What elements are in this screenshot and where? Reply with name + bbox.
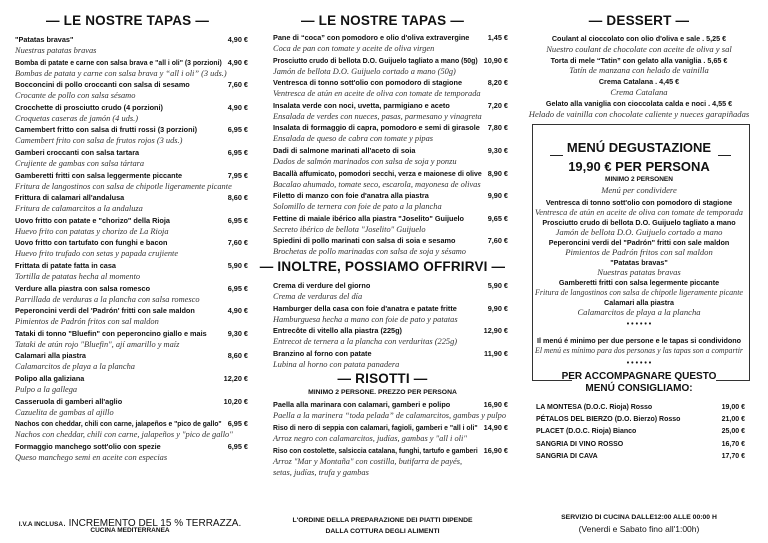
item-price: 7,20 € (487, 100, 508, 110)
item-description: Nachos con cheddar, chili con carne, jalapeños y "pico de gallo" (15, 430, 233, 440)
item-price: 8,60 € (227, 351, 248, 361)
dessert-name: Gelato alla vaniglia con cioccolata calda e noci . 4,55 € (545, 99, 733, 109)
item-price: 8,90 € (487, 168, 508, 178)
item-price: 9,30 € (487, 146, 508, 155)
item-description: Crujiente de gambas con salsa tártara (15, 159, 145, 168)
dash-right (718, 155, 731, 156)
menu-item (273, 326, 508, 349)
item-description: Huevo frito trufado con setas y papada crujiente (15, 249, 179, 259)
menu-item (15, 419, 248, 442)
menu-item (15, 148, 248, 171)
item-price: 7,60 € (227, 80, 248, 90)
item-description: Calamarcitos de playa a la plancha (15, 362, 135, 372)
tasting-item-name: Gamberetti fritti con salsa legermente piccante (558, 278, 720, 287)
item-name: Uovo fritto con patate e "chorizo" della Rioja (15, 215, 170, 225)
tasting-item-description: Pimientos de Padrón fritos con sal maldon (565, 247, 713, 257)
dessert-name: Coulant al cioccolato con olio d'oliva e sale . 5,25 € (551, 34, 727, 43)
item-price: 10,20 € (223, 396, 248, 406)
tasting-item-name: Peperoncini verdi del "Padrón" fritti con sale maldon (548, 238, 730, 247)
item-price: 8,20 € (487, 78, 508, 88)
item-description: Fritura de calamarcitos a la andaluza (15, 204, 143, 214)
menu-item (273, 349, 508, 372)
menu-item (15, 103, 248, 126)
item-name: Tataki di tonno "Bluefin" con peperoncino giallo e mais (15, 328, 207, 338)
item-name: Casseruola di gamberi all'aglio (15, 396, 123, 406)
menu-item (15, 171, 248, 194)
wine-row (536, 403, 745, 415)
dessert-description: Nuestro coulant de chocolate con aceite de oliva y sal (546, 43, 732, 54)
item-description: Paella a la marinera “toda pelada” de calamarcitos, gambas y pulpo (273, 411, 507, 420)
menu-item (15, 284, 248, 307)
item-name: Spiedini di pollo marinati con salsa di soia e sesamo (273, 236, 456, 246)
item-name: Peperoncini verdi del 'Padrón' fritti con sale maldon (15, 306, 195, 316)
item-description: Secreto ibérico de bellota "Joselito" Guijuelo (273, 224, 426, 234)
item-name: Camembert fritto con salsa di frutti rossi (3 porzioni) (15, 125, 198, 135)
item-description: Crema de verduras del día (273, 292, 363, 301)
menu-item (273, 304, 508, 327)
terrace-increment: . INCREMENTO DEL 15 % TERRAZZA. (63, 518, 242, 529)
item-description: Arroz "Mar y Montaña" con costilla, butifarra de payés, (273, 457, 463, 466)
wine-row (536, 452, 745, 464)
vat-included: I.V.A INCLUSA (18, 521, 64, 528)
item-description: Parrillada de verduras a la plancha con salsa romesco (15, 294, 200, 304)
item-description: Nuestras patatas bravas (15, 46, 97, 55)
item-name: Crocchette di prosciutto crudo (4 porzioni) (15, 102, 163, 112)
item-price: 6,95 € (227, 441, 248, 451)
menu-item (15, 329, 248, 352)
item-price: 8,60 € (227, 193, 248, 203)
item-name: Insalata verde con noci, uvetta, parmigiano e aceto (273, 100, 450, 110)
tasting-note: Il menú é minimo per due persone e le tapas si condividono (536, 336, 742, 345)
item-name: Dadi di salmone marinati all'aceto di soia (273, 146, 416, 155)
menu-item (15, 58, 248, 81)
tasting-item-name: Ventresca di tonno sott'olio con pomodoro di stagione (545, 198, 733, 207)
item-description: Cazuelita de gambas al ajillo (15, 407, 114, 417)
menu-item (15, 35, 248, 58)
pairing-title-2: MENÚ CONSIGLIAMO: (585, 383, 693, 394)
wine-price: 19,00 € (721, 404, 745, 411)
item-name: Insalata di formaggio di capra, pomodoro e semi di girasole (273, 123, 480, 133)
item-price: 11,90 € (484, 348, 508, 358)
item-price: 4,90 € (227, 57, 248, 67)
wine-price: 21,00 € (721, 416, 745, 424)
menu-item (273, 446, 508, 477)
item-name: Crema di verdure del giorno (273, 281, 371, 290)
tasting-item-name: Prosciutto crudo di bellota D.O. Guijuelo tagliato a mano (542, 218, 736, 227)
menu-item (15, 374, 248, 397)
item-description: Bacalao ahumado, tomate seco, escarola, mayonesa de olivas (273, 179, 481, 189)
item-price: 9,90 € (487, 191, 508, 201)
item-name: Formaggio manchego sott'olio con spezie (15, 441, 161, 451)
dessert-name: Crema Catalana . 4,45 € (598, 77, 680, 87)
wine-price: 16,70 € (721, 440, 745, 448)
item-name: Paella alla marinara con calamari, gamberi e polipo (273, 400, 451, 409)
dessert-description: Crema Catalana (610, 86, 668, 97)
menu-item (273, 101, 508, 124)
item-price: 12,20 € (223, 374, 248, 383)
menu-item (15, 125, 248, 148)
wine-row (536, 427, 745, 439)
item-name: Riso con costolette, salsiccia catalana, funghi, tartufo e gamberi (273, 446, 478, 455)
item-description: Tataki de atún rojo "Bluefin", ají amarillo y maíz (15, 339, 180, 349)
item-description: Entrecot de ternera a la plancha con verduritas (225g) (273, 337, 458, 347)
wine-name: PÉTALOS DEL BIERZO (D.O. Bierzo) Rosso (536, 416, 681, 424)
item-name: Frittata di patate fatta in casa (15, 261, 116, 270)
item-price: 6,95 € (227, 419, 248, 429)
item-name: Prosciutto crudo di bellota D.O. Guijuelo tagliato a mano (50g) (273, 55, 478, 65)
item-price: 5,90 € (227, 261, 248, 270)
item-name: Filetto di manzo con foie d'anatra alla piastra (273, 191, 429, 201)
menu-item (273, 281, 508, 304)
item-price: 7,60 € (487, 236, 508, 246)
risotti-subtitle: MINIMO 2 PERSONE. PREZZO PER PERSONA (308, 389, 457, 396)
item-price: 4,90 € (227, 35, 248, 44)
menu-item (273, 191, 508, 214)
item-description: Croquetas caseras de jamón (4 uds.) (15, 113, 138, 123)
item-description: Dados de salmón marinados con salsa de soja y ponzu (273, 157, 457, 166)
item-price: 16,90 € (483, 400, 508, 409)
menu-item (15, 351, 248, 374)
item-description: Huevo frito con patatas y chorizo de La Rioja (15, 226, 169, 236)
item-name: Calamari alla piastra (15, 351, 86, 361)
item-name: Nachos con cheddar, chili con carne, jalapeños e "pico de gallo" (15, 419, 222, 429)
item-price: 6,95 € (227, 283, 248, 293)
dessert-title: — DESSERT — (588, 13, 690, 28)
tapas-title-1: — LE NOSTRE TAPAS — (45, 13, 210, 28)
item-name: Pane di “coca” con pomodoro e olio d'oliva extravergine (273, 33, 470, 42)
tasting-item-description: Fritura de langostinos con salsa de chipotle ligeramente picante (534, 287, 743, 297)
item-description: Tortilla de patatas hecha al momento (15, 272, 141, 281)
item-description: Ventresca de atún en aceite de oliva con tomate de temporada (273, 89, 481, 99)
tasting-note-desc: El menú es mínimo para dos personas y las tapas son a compartir (535, 345, 743, 355)
menu-item (273, 236, 508, 259)
menu-item (273, 400, 508, 423)
menu-item (15, 238, 248, 261)
item-name: Bocconcini di pollo croccanti con salsa di sesamo (15, 80, 190, 90)
wine-row (536, 440, 745, 452)
item-name: Gamberi croccanti con salsa tartara (15, 148, 140, 157)
item-description: Arroz negro con calamarcitos, judías, gambas y "all i oli" (273, 434, 467, 443)
tasting-price: 19,90 € PER PERSONA (568, 159, 710, 174)
order-note-2: DALLA COTTURA DEGLI ALIMENTI (325, 528, 440, 535)
item-price: 9,90 € (487, 303, 508, 313)
item-description: Pimientos de Padrón fritos con sal maldon (15, 317, 159, 327)
wine-name: SANGRIA DI CAVA (536, 452, 598, 460)
tapas-title-2: — LE NOSTRE TAPAS — (300, 13, 465, 28)
tasting-item-description: Calamarcitos de playa a la plancha (577, 307, 701, 317)
item-name: Branzino al forno con patate (273, 348, 372, 358)
item-description: Brochetas de pollo marinadas con salsa de soja y sésamo (273, 247, 466, 257)
risotti-title: — RISOTTI — (337, 371, 428, 386)
wine-price: 17,70 € (721, 452, 745, 460)
item-name: Verdure alla piastra con salsa romesco (15, 283, 151, 293)
dash-left (550, 155, 563, 156)
wine-name: LA MONTESA (D.O.C. Rioja) Rosso (536, 404, 653, 411)
item-price: 14,90 € (483, 423, 508, 432)
item-price: 10,90 € (483, 55, 508, 65)
item-price: 7,95 € (227, 170, 248, 180)
kitchen-hours-weekend: (Venerdi e Sabato fino all'1:00h) (578, 524, 700, 534)
item-description: Camembert frito con salsa de frutos rojos (3 uds.) (15, 136, 183, 146)
item-price: 4,90 € (227, 102, 248, 112)
dessert-name: Torta di mele “Tatin” con gelato alla vaniglia . 5,65 € (550, 55, 728, 65)
menu-item (15, 80, 248, 103)
item-price: 6,95 € (227, 148, 248, 157)
tasting-item-description: Ventresca de atún en aceite de oliva con tomate de temporada (535, 207, 743, 217)
item-name: Ventresca di tonno sott'olio con pomodoro di stagione (273, 78, 463, 88)
wine-name: PLACET (D.O.C. Rioja) Bianco (536, 428, 637, 436)
menu-item (273, 169, 508, 192)
menu-item (15, 397, 248, 420)
item-description: Crocante de pollo con salsa sésamo (15, 91, 136, 101)
pairing-title-1: PER ACCOMPAGNARE QUESTO (561, 371, 717, 382)
item-price: 1,45 € (487, 33, 508, 42)
stars-divider: • • • • • • (626, 321, 652, 328)
menu-item (15, 193, 248, 216)
item-name: "Patatas bravas" (15, 35, 74, 44)
menu-item (15, 261, 248, 284)
item-description-2: setas, judías, trufa y gambas (273, 468, 369, 477)
tasting-title: MENÚ DEGUSTAZIONE (566, 140, 712, 155)
menu-item (273, 33, 508, 56)
item-name: Frittura di calamari all'andalusa (15, 193, 125, 203)
item-price: 6,95 € (227, 215, 248, 225)
item-name: Entrecôte di vitello alla piastra (225g) (273, 326, 402, 336)
item-price: 9,65 € (487, 213, 508, 223)
tasting-item-name: "Patatas bravas" (610, 258, 668, 267)
item-price: 7,60 € (227, 238, 248, 248)
tasting-item-description: Nuestras patatas bravas (597, 267, 681, 277)
tasting-item-description: Jamón de bellota D.O. Guijuelo cortado a mano (555, 227, 723, 237)
wine-price: 25,00 € (721, 428, 745, 436)
cuisine-label: CUCINA MEDITERRANEA (90, 527, 170, 534)
item-price: 16,90 € (483, 446, 508, 455)
stars-divider-2: • • • • • • (626, 360, 652, 367)
wine-name: SANGRIA DI VINO ROSSO (536, 440, 624, 448)
menu-item (273, 56, 508, 79)
item-name: Polipo alla galiziana (15, 374, 85, 383)
item-price: 4,90 € (227, 306, 248, 316)
menu-item (15, 442, 248, 465)
item-description: Pulpo a la gallega (15, 385, 78, 394)
item-name: Gamberetti fritti con salsa leggermente piccante (15, 170, 183, 180)
item-description: Hamburguesa hecha a mano con foie de pato y patatas (273, 314, 458, 324)
dessert-description: Helado de vainilla con chocolate caliente y nueces garapiñadas (528, 108, 750, 119)
menu-item (273, 423, 508, 446)
item-description: Bombas de patata y carne con salsa brava y “all i oli” (3 uds.) (15, 68, 227, 78)
menu-item (15, 306, 248, 329)
item-name: Riso di nero di seppia con calamari, fagioli, gamberi e "all i oli" (273, 423, 478, 432)
menu-item (273, 214, 508, 237)
item-description: Ensalada de verdes con nueces, pasas, parmesano y vinagreta (273, 111, 482, 121)
item-price: 7,80 € (487, 123, 508, 133)
tasting-item-name: Calamari alla piastra (604, 298, 674, 307)
item-description: Coca de pan con tomate y aceite de oliva virgen (273, 44, 435, 53)
extra-title: — INOLTRE, POSSIAMO OFFRIRVI — (259, 259, 506, 274)
item-description: Solomillo de ternera con foie de pato a la plancha (273, 202, 442, 212)
item-name: Bomba di patate e carne con salsa brava e "all i oli" (3 porzioni) (15, 57, 222, 67)
menu-item (273, 146, 508, 169)
item-price: 9,30 € (227, 328, 248, 338)
menu-item (273, 123, 508, 146)
item-description: Queso manchego semi en aceite con especias (15, 452, 168, 462)
item-description: Fritura de langostinos con salsa de chipotle ligeramente picante (15, 181, 232, 191)
item-name: Hamburger della casa con foie d'anatra e patate fritte (273, 303, 457, 313)
item-price: 6,95 € (227, 125, 248, 135)
menu-item (273, 78, 508, 101)
item-description: Jamón de bellota D.O. Guijuelo cortado a mano (50g) (273, 66, 456, 76)
item-description: Ensalada de queso de cabra con tomate y pipas (273, 134, 434, 144)
order-note-1: L'ORDINE DELLA PREPARAZIONE DEI PIATTI DIPENDE (292, 517, 473, 524)
item-name: Fettine di maiale ibérico alla piastra "Joselito" Guijuelo (273, 213, 465, 223)
kitchen-hours: SERVIZIO DI CUCINA DALLE12:00 ALLE 00:00 H (561, 514, 717, 521)
wine-row (536, 415, 745, 427)
item-name: Uovo fritto con tartufato con funghi e bacon (15, 238, 168, 248)
tasting-minimum-desc: Menú per condividere (601, 185, 677, 195)
item-description: Lubina al horno con patata panadera (273, 359, 400, 369)
item-price: 5,90 € (487, 281, 508, 290)
dessert-description: Tatín de manzana con helado de vainilla (569, 65, 709, 76)
item-name: Bacallà affumicato, pomodori secchi, verza e maionese di olive (273, 168, 482, 178)
menu-item (15, 216, 248, 239)
tasting-minimum: MINIMO 2 PERSONEN (605, 176, 673, 183)
item-price: 12,90 € (483, 326, 508, 336)
